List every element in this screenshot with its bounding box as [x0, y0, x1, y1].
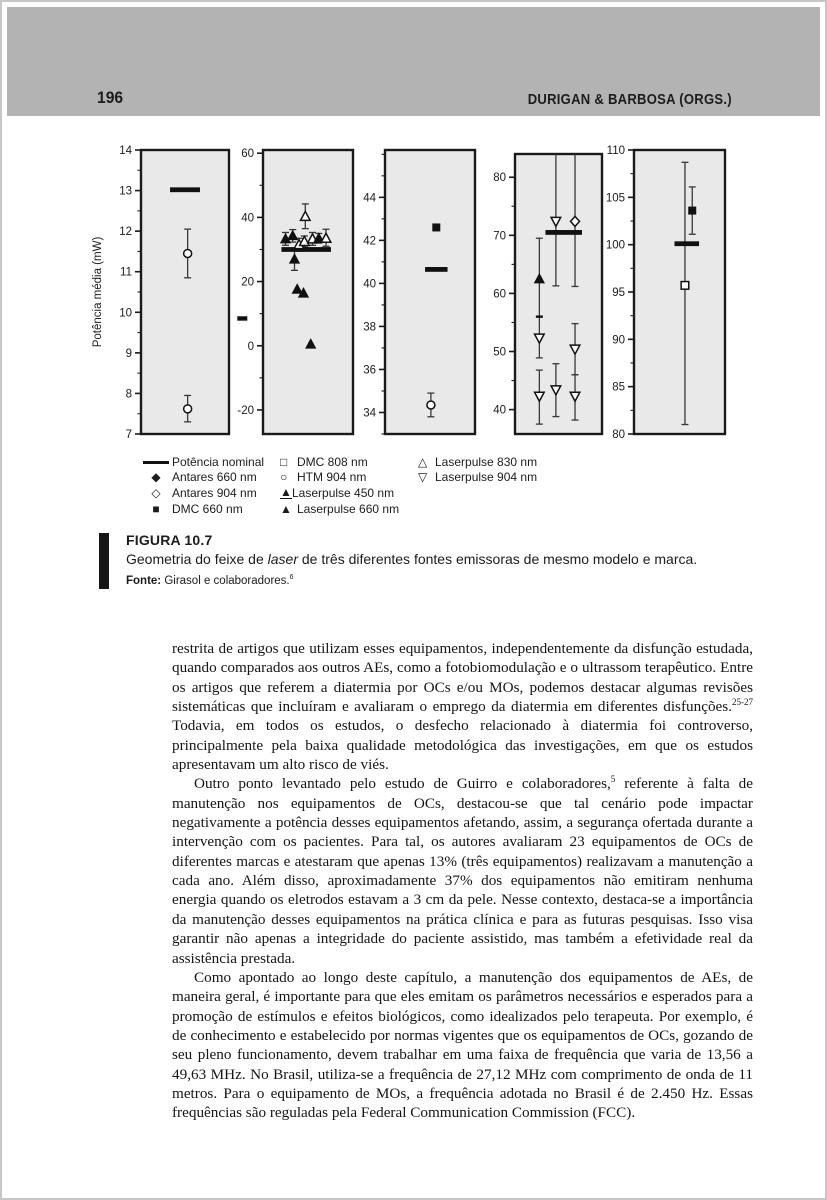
y-tick-label: 40 [241, 212, 254, 225]
legend-item [140, 454, 264, 470]
legend-column-2 [280, 454, 399, 516]
legend-item [140, 485, 264, 501]
y-tick-label: 40 [493, 404, 506, 417]
y-tick-label: 34 [363, 407, 376, 420]
paragraph-text: Todavia, em todos os estudos, o desfecho relacionado à diatermia foi controverso, principalmente pela baixa qualidade metodológica das investigações, em que os estudos apresentavam um alto risco de viés. [172, 717, 753, 774]
square-open-marker [681, 282, 689, 290]
reference-superscript: 25-27 [732, 696, 753, 707]
y-tick-label: 95 [612, 287, 625, 299]
figure-caption [126, 551, 766, 567]
diamond-filled-icon: ◆ [151, 470, 161, 485]
legend-item [418, 454, 537, 470]
legend-label: Potência nominal [172, 454, 265, 469]
legend-label: Antares 660 nm [172, 470, 257, 485]
tri-open-icon: △ [418, 454, 428, 469]
legend-item [280, 485, 399, 501]
nominal-power-bar [545, 230, 582, 235]
nominal-power-bar [425, 267, 448, 272]
chart-panel-4 [493, 154, 602, 434]
legend-item [418, 470, 537, 486]
tri-down-open-icon: ▽ [418, 470, 428, 485]
line-icon [140, 456, 172, 468]
tri-filled-icon: ▲ [280, 501, 292, 516]
y-tick-label: 14 [119, 145, 132, 157]
legend-column-1 [140, 454, 264, 516]
circle-open-marker [184, 249, 192, 257]
circle-open-marker [427, 401, 435, 409]
paragraph-text: restrita de artigos que utilizam esses equipamentos, independentemente da disfunção estudada, quando comparados aos outros AEs, como a fotobiomodulação e o ultrassom terapêutico. Entre os artigos que referem a diatermia por OCs e/ou MOs, podemos destacar algumas revisões sistemáticas que incluíram e avaliaram o emprego da diatermia em diferentes disfunções. [172, 640, 753, 716]
y-tick-label: 10 [119, 307, 132, 320]
legend-column-3 [418, 454, 537, 485]
legend-label: DMC 808 nm [297, 454, 368, 469]
caption-text: de três diferentes fontes emissoras de mesmo modelo e marca. [298, 551, 698, 567]
y-tick-label: 7 [125, 429, 132, 441]
paragraph-text: Outro ponto levantado pelo estudo de Guirro e colaboradores, [194, 775, 611, 793]
circle-open-marker [184, 405, 192, 413]
reference-superscript: 5 [610, 774, 616, 785]
y-tick-label: 44 [363, 192, 376, 205]
chart-panel-3 [363, 150, 475, 434]
y-tick-label: 50 [493, 346, 506, 359]
legend-item [140, 470, 264, 486]
y-tick-label: 0 [247, 340, 254, 353]
y-tick-label: 13 [119, 185, 132, 198]
y-tick-label: 8 [125, 388, 132, 401]
y-tick-label: 38 [363, 321, 376, 334]
y-tick-label: 9 [125, 347, 132, 360]
figure-source-text: Girasol e colaboradores. [161, 574, 290, 587]
figure-source [126, 574, 294, 587]
figure-source-superscript: 6 [289, 574, 294, 581]
square-open-icon: □ [280, 454, 288, 469]
y-tick-label: 90 [612, 334, 625, 347]
y-tick-label: 12 [119, 226, 132, 239]
legend-item [280, 501, 399, 517]
y-tick-label: 85 [612, 381, 625, 394]
dash-thick-marker [237, 316, 247, 320]
paragraph-3 [172, 968, 753, 1123]
figure-label: FIGURA 10.7 [126, 532, 213, 548]
y-tick-label: 80 [493, 172, 506, 185]
legend-label: Laserpulse 904 nm [435, 470, 538, 485]
y-tick-label: 42 [363, 235, 376, 248]
y-tick-label: 40 [363, 278, 376, 291]
legend-label: Laserpulse 450 nm [292, 485, 395, 500]
y-tick-label: 80 [612, 429, 625, 441]
running-head: DURIGAN & BARBOSA (ORGS.) [527, 92, 732, 108]
paragraph-1 [172, 639, 753, 774]
tri-filled-line-icon: ▲ [280, 485, 292, 500]
y-tick-label: 100 [605, 239, 625, 252]
circle-open-icon: ○ [280, 470, 288, 485]
paragraph-text: referente à falta de manutenção nos equipamentos de OCs, destacou-se que tal cenário pode impactar negativamente a potência desses equipamentos afetando, assim, a segurança ofertada durante a intervenção com os pacientes. Para tal, os autores avaliaram 23 equipamentos de OCs de diferentes marcas e atestaram que apenas 13% (três equipamentos) realizavam a manutenção a cada ano. Além disso, aproximadamente 37% dos equipamentos não emitiram nenhuma energia quando os eletrodos estavam a 3 cm da pele. Nesse contexto, destaca-se a importância da manutenção desses equipamentos na prática clínica e para as futuras pesquisas. Isso visa garantir não apenas a integridade do paciente assistido, mas também a efetividade real da assistência prestada. [172, 775, 753, 967]
legend-label: DMC 660 nm [172, 501, 243, 516]
square-filled-marker [688, 207, 696, 215]
page-header-band [7, 7, 820, 116]
legend-label: Laserpulse 830 nm [435, 454, 538, 469]
diamond-open-icon: ◇ [151, 485, 161, 500]
chart-legend [2, 454, 827, 524]
y-tick-label: -20 [237, 404, 254, 417]
figure-caption-bar [99, 533, 109, 589]
caption-text: Geometria do feixe de [126, 551, 268, 567]
legend-label: HTM 904 nm [297, 470, 367, 485]
square-filled-marker [432, 223, 440, 231]
y-tick-label: 105 [605, 192, 625, 205]
chart-panel-5 [606, 145, 725, 441]
legend-item [280, 454, 399, 470]
legend-label: Antares 904 nm [172, 485, 257, 500]
body-text [172, 639, 753, 1123]
nominal-power-bar [170, 187, 200, 192]
figure-source-prefix: Fonte: [126, 574, 162, 587]
laser-beam-geometry-chart [87, 142, 747, 458]
y-tick-label: 36 [363, 364, 376, 377]
paragraph-2 [172, 774, 753, 967]
chart-panel-2 [237, 148, 353, 434]
y-tick-label: 110 [606, 145, 625, 157]
tick-h-marker [536, 315, 543, 317]
paragraph-text: Como apontado ao longo deste capítulo, a manutenção dos equipamentos de AEs, de maneira geral, é importante para que eles emitam os parâmetros necessários e esperados para a promoção de estímulos e efeitos biológicos, como idealizados pelo terapeuta. Por exemplo, é de conhecimento e estabelecido por normas vigentes que os equipamentos de OCs, gozando de seu pleno funcionamento, devem trabalhar em uma faixa de frequência que varia de 13,56 a 49,63 MHz. No Brasil, utiliza-se a frequência de 27,12 MHz com comprimento de onda de 11 metros. Para o equipamento de MOs, a frequência adotada no Brasil é de 2.450 Hz. Essas frequências são reguladas pela Federal Communication Commission (FCC). [172, 968, 753, 1122]
nominal-power-bar [674, 241, 699, 246]
square-filled-icon: ■ [152, 501, 160, 516]
legend-label: Laserpulse 660 nm [297, 501, 400, 516]
chart-panel-1 [119, 145, 229, 441]
page-number: 196 [97, 88, 124, 107]
legend-item [140, 501, 264, 517]
y-tick-label: 20 [241, 276, 254, 289]
legend-item [280, 470, 399, 486]
caption-italic-text: laser [267, 551, 298, 567]
y-tick-label: 60 [241, 148, 254, 161]
nominal-line-icon [143, 461, 169, 465]
nominal-power-bar [281, 247, 331, 252]
y-axis-title: Potência média (mW) [92, 236, 104, 348]
y-tick-label: 70 [493, 230, 506, 243]
y-tick-label: 60 [493, 288, 506, 301]
y-tick-label: 11 [120, 266, 132, 279]
